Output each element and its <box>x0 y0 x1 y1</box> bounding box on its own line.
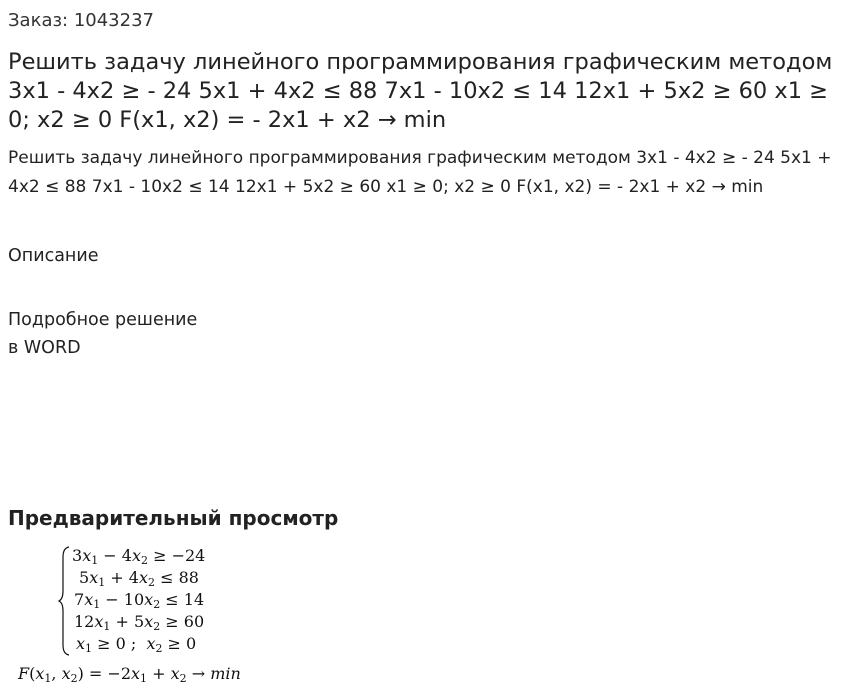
preview-objective-function: $F(x_1$, $x_2) = -2x_1 + x_2 \to \min$ <box>18 664 241 685</box>
description-label: Описание <box>8 246 99 266</box>
task-description: Решить задачу линейного программирования графическим методом 3x1 - 4x2 ≥ - 24 5x1 + 4x2 ≤ 88 7x1 - 10x2 ≤ 14 12x1 + 5x2 ≥ 60 x1 ≥ 0; x2 ≥ 0 F(x1, x2) = - 2x1 + x2 → min <box>8 148 832 197</box>
left-brace-icon <box>58 545 70 657</box>
constraint-1: $3x_1 - 4x_2 \ge -24$ <box>72 546 206 567</box>
constraint-5: $x_1 \ge 0$ ; $x_2 \ge 0$ <box>76 634 197 655</box>
constraint-4: $12x_1 + 5x_2 \ge 60$ <box>74 612 205 633</box>
word-format-label: в WORD <box>8 338 81 358</box>
detail-solution-label: Подробное решение <box>8 310 198 330</box>
preview-constraint-system <box>58 545 258 657</box>
constraint-3: $7x_1 - 10x_2 \le 14$ <box>74 590 205 611</box>
preview-heading: Предварительный просмотр <box>8 506 339 530</box>
page-title: Решить задачу линейного программирования графическим методом 3x1 - 4x2 ≥ - 24 5x1 + 4x2 ≤ 88 7x1 - 10x2 ≤ 14 12x1 + 5x2 ≥ 60 x1 ≥ 0; x2 ≥ 0 F(x1, x2) = - 2x1 + x2 → min <box>8 49 833 133</box>
constraint-2: $5x_1 + 4x_2 \le 88$ <box>79 568 199 589</box>
order-number: Заказ: 1043237 <box>8 10 154 31</box>
